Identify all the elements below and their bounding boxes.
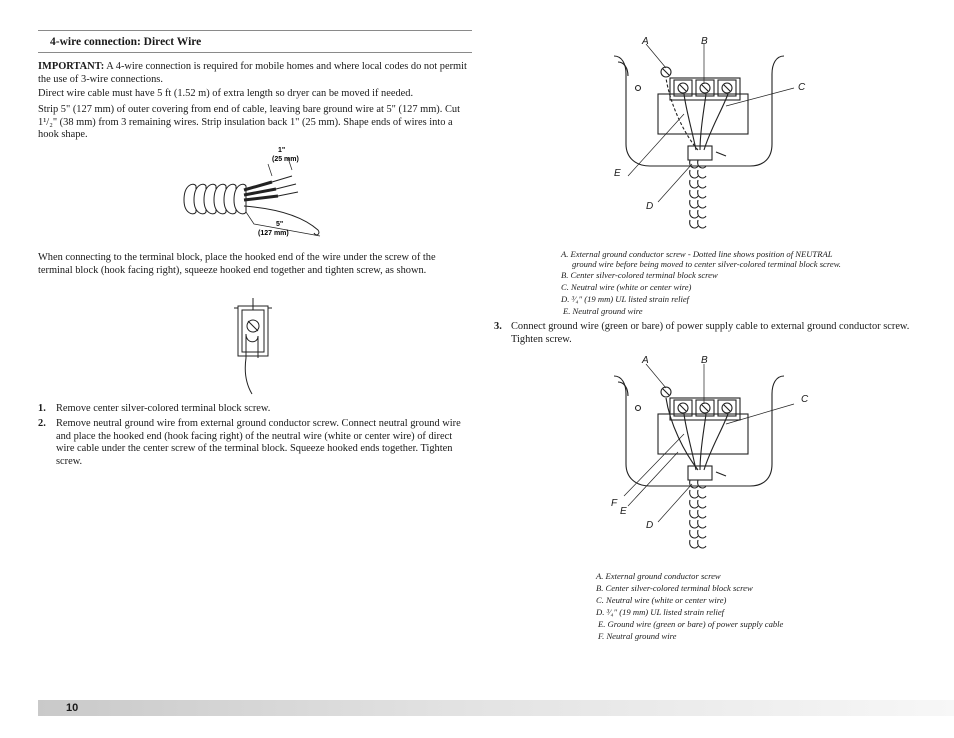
step-1-number: 1.	[38, 403, 46, 414]
fig1-label-a: A	[642, 36, 649, 47]
fig2-label-d: D	[646, 520, 654, 531]
fig1-label-e: E	[614, 168, 621, 179]
fig1-caption-a: A. External ground conductor screw - Dotted line shows position of NEUTRAL	[561, 249, 833, 259]
step-2-number: 2.	[38, 418, 46, 429]
heading-rule-bottom	[38, 52, 472, 53]
fig1-caption-c: C. Neutral wire (white or center wire)	[561, 282, 692, 292]
section-heading: 4-wire connection: Direct Wire	[50, 36, 202, 48]
wire-strip-illustration	[180, 142, 330, 242]
fig2-label-c: C	[801, 394, 809, 405]
fig2-label-a: A	[642, 355, 649, 366]
figure2-terminal-block-diagram	[600, 352, 820, 567]
important-label: IMPORTANT:	[38, 61, 105, 72]
dim-bottom-2: (127 mm)	[258, 230, 289, 237]
page-number: 10	[66, 702, 79, 714]
cable-paragraph: Direct wire cable must have 5 ft (1.52 m) of extra length so dryer can be moved if needed.	[38, 88, 414, 99]
fig1-label-d: D	[646, 201, 654, 212]
fig2-caption-f: F. Neutral ground wire	[598, 631, 677, 641]
fig1-label-b: B	[701, 36, 708, 47]
fig1-caption-b: B. Center silver-colored terminal block screw	[561, 270, 718, 280]
fig1-caption-a-cont: ground wire before being moved to center silver-colored terminal block screw.	[572, 259, 841, 269]
fig2-label-f: F	[611, 498, 618, 509]
fig2-caption-a: A. External ground conductor screw	[596, 571, 721, 581]
step-1-text: Remove center silver-colored terminal block screw.	[56, 403, 271, 414]
dim-top-2: (25 mm)	[272, 156, 299, 163]
figure1-terminal-block-diagram	[600, 34, 820, 244]
step-2-text: Remove neutral ground wire from external ground conductor screw. Connect neutral ground wire and place the hooked end (hook facing right) of the neutral wire (white or center wire) of direct wire cable under the center screw of the terminal block. Squeeze hooked ends together. Tighten screw.	[56, 418, 461, 467]
important-text: A 4-wire connection is required for mobile homes and where local codes do not permit the use of 3-wire connections.	[38, 61, 467, 85]
strip-paragraph: Strip 5" (127 mm) of outer covering from end of cable, leaving bare ground wire at 5" (127 mm). Cut 1¹/₂" (38 mm) from 3 remaining wires. Strip insulation back 1" (25 mm). Shape ends of wires into a hook shape.	[38, 104, 460, 141]
fig1-caption-d: D. ³⁄₄" (19 mm) UL listed strain relief	[561, 294, 690, 304]
footer-bar	[38, 700, 954, 716]
terminal-hook-illustration	[232, 296, 274, 396]
fig2-caption-d: D. ³⁄₄" (19 mm) UL listed strain relief	[596, 607, 725, 617]
fig2-label-b: B	[701, 355, 708, 366]
connect-paragraph: When connecting to the terminal block, place the hooked end of the wire under the screw of the terminal block (hook facing right), squeeze hooked end together and tighten screw, as shown.	[38, 252, 436, 276]
step-3-number: 3.	[494, 321, 502, 332]
heading-rule-top	[38, 30, 472, 31]
fig2-caption-e: E. Ground wire (green or bare) of power supply cable	[598, 619, 784, 629]
important-paragraph	[38, 61, 470, 86]
dim-bottom-1: 5"	[276, 221, 284, 228]
fig2-caption-c: C. Neutral wire (white or center wire)	[596, 595, 727, 605]
fig1-label-c: C	[798, 82, 806, 93]
fig2-label-e: E	[620, 506, 627, 517]
dim-top-1: 1"	[278, 147, 286, 154]
step-3-text: Connect ground wire (green or bare) of power supply cable to external ground conductor screw. Tighten screw.	[511, 321, 910, 345]
fig1-caption-e: E. Neutral ground wire	[563, 306, 643, 316]
fig2-caption-b: B. Center silver-colored terminal block screw	[596, 583, 753, 593]
